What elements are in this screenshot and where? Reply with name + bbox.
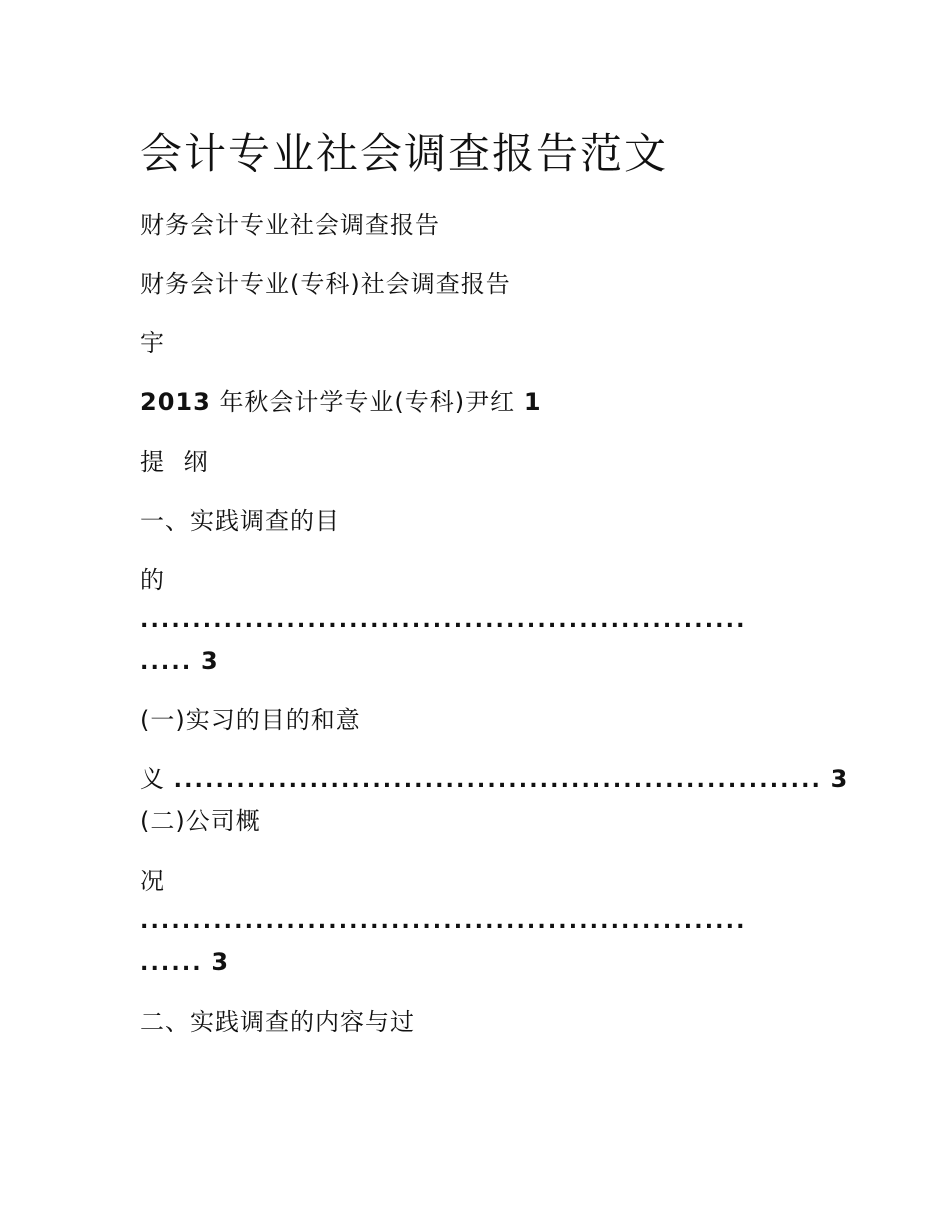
text-line: 宇 [140, 329, 165, 357]
toc-entry-title: 一、实践调查的目 [140, 507, 340, 535]
toc-leader-dots: .............................................................. [173, 768, 823, 793]
footnote-number: 1 [523, 388, 542, 416]
toc-entry-title-cont: 义 [140, 765, 165, 793]
toc-leader-dots: ..... [140, 650, 193, 675]
subtitle-line: 财务会计专业(专科)社会调查报告 [140, 270, 511, 298]
subtitle-line: 财务会计专业社会调查报告 [140, 211, 440, 239]
toc-leader-dots: .......................................................... [140, 909, 747, 934]
toc-page-number: 3 [830, 765, 849, 793]
outline-heading: 提 纲 [140, 448, 214, 476]
document-title: 会计专业社会调查报告范文 [140, 129, 669, 178]
toc-leader-dots: .......................................................... [140, 608, 747, 633]
toc-entry-title: (二)公司概 [140, 807, 261, 835]
toc-page-number: 3 [200, 647, 219, 675]
toc-entry-title: (一)实习的目的和意 [140, 706, 361, 734]
toc-entry-title: 二、实践调查的内容与过 [140, 1008, 415, 1036]
toc-entry-row [140, 764, 848, 796]
toc-page-number: 3 [211, 948, 230, 976]
author-text: 年秋会计学专业(专科)尹红 [219, 388, 516, 416]
author-line [140, 387, 542, 417]
toc-entry-title-cont: 况 [140, 867, 165, 895]
toc-leader-tail [140, 646, 219, 678]
toc-leader-dots: ...... [140, 951, 203, 976]
year-text: 2013 [140, 388, 211, 416]
toc-leader-tail [140, 947, 229, 979]
toc-entry-title-cont: 的 [140, 566, 165, 594]
